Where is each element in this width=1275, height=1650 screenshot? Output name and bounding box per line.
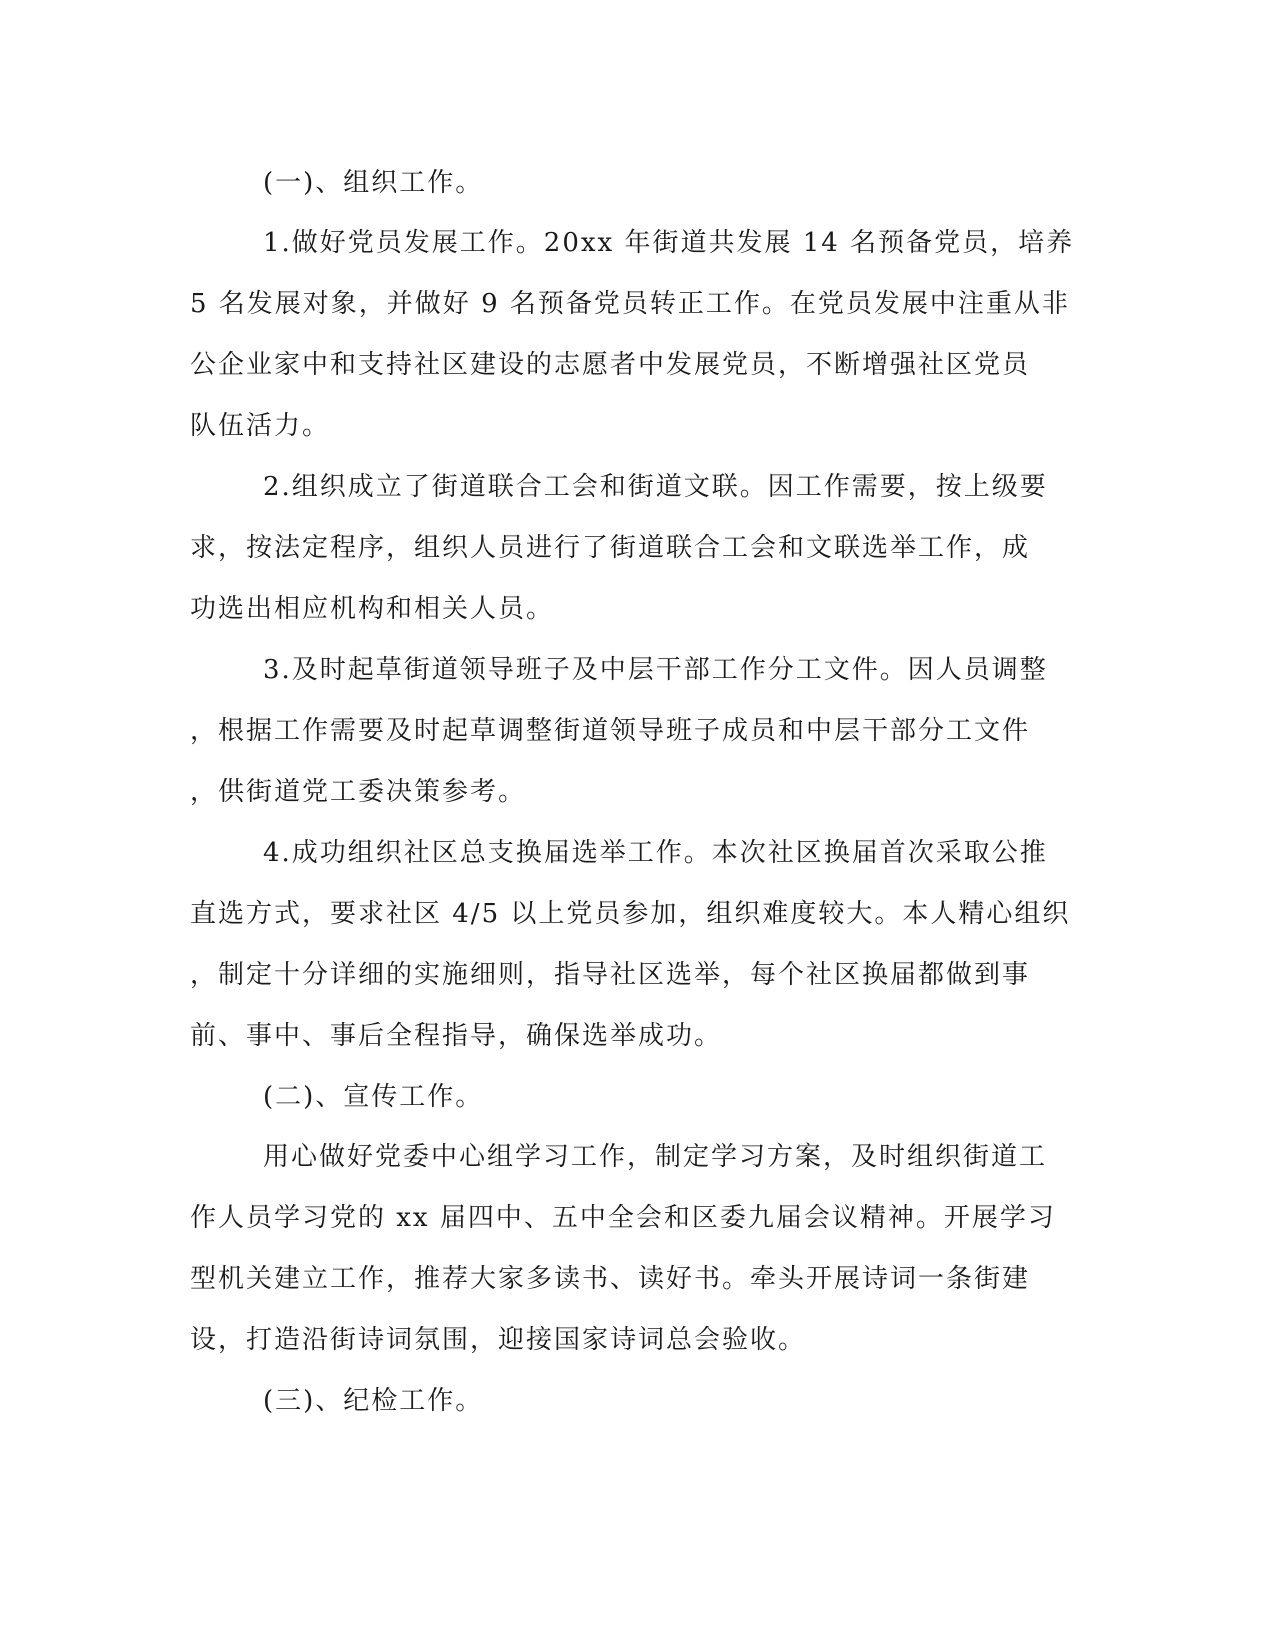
paragraph-line: 3.及时起草街道领导班子及中层干部工作分工文件。因人员调整 <box>263 655 1048 685</box>
paragraph-line: 队伍活力。 <box>190 411 331 441</box>
paragraph-line: 用心做好党委中心组学习工作，制定学习方案，及时组织街道工 <box>263 1142 1048 1172</box>
paragraph-union-federation <box>190 467 1090 650</box>
section-heading-publicity: (二)、宣传工作。 <box>263 1082 484 1112</box>
section-heading-discipline-inspection: (三)、纪检工作。 <box>263 1386 484 1416</box>
paragraph-line: 公企业家中和支持社区建设的志愿者中发展党员，不断增强社区党员 <box>190 350 1031 380</box>
paragraph-line: 前、事中、事后全程指导，确保选举成功。 <box>190 1021 723 1051</box>
paragraph-party-member-development <box>190 223 1090 467</box>
paragraph-division-of-labor <box>190 650 1090 833</box>
document-body <box>190 163 1090 1441</box>
paragraph-line: ，根据工作需要及时起草调整街道领导班子成员和中层干部分工文件 <box>190 716 1031 746</box>
section-heading-organization: (一)、组织工作。 <box>263 168 484 198</box>
paragraph-study-work <box>190 1137 1090 1381</box>
paragraph-line: 求，按法定程序，组织人员进行了街道联合工会和文联选举工作，成 <box>190 533 1031 563</box>
paragraph-line: 功选出相应机构和相关人员。 <box>190 594 555 624</box>
paragraph-line: 作人员学习党的 xx 届四中、五中全会和区委九届会议精神。开展学习 <box>190 1203 1056 1233</box>
paragraph-line: 型机关建立工作，推荐大家多读书、读好书。牵头开展诗词一条街建 <box>190 1264 1031 1294</box>
paragraph-community-election <box>190 833 1090 1077</box>
paragraph-line: 5 名发展对象，并做好 9 名预备党员转正工作。在党员发展中注重从非 <box>190 289 1070 319</box>
paragraph-line: ，制定十分详细的实施细则，指导社区选举，每个社区换届都做到事 <box>190 960 1031 990</box>
paragraph-line: 2.组织成立了街道联合工会和街道文联。因工作需要，按上级要 <box>263 472 1048 502</box>
paragraph-line: 设，打造沿街诗词氛围，迎接国家诗词总会验收。 <box>190 1325 807 1355</box>
paragraph-line: 1.做好党员发展工作。20xx 年街道共发展 14 名预备党员，培养 <box>263 228 1075 258</box>
paragraph-line: ，供街道党工委决策参考。 <box>190 777 527 807</box>
paragraph-line: 直选方式，要求社区 4/5 以上党员参加，组织难度较大。本人精心组织 <box>190 899 1071 929</box>
paragraph-line: 4.成功组织社区总支换届选举工作。本次社区换届首次采取公推 <box>263 838 1048 868</box>
